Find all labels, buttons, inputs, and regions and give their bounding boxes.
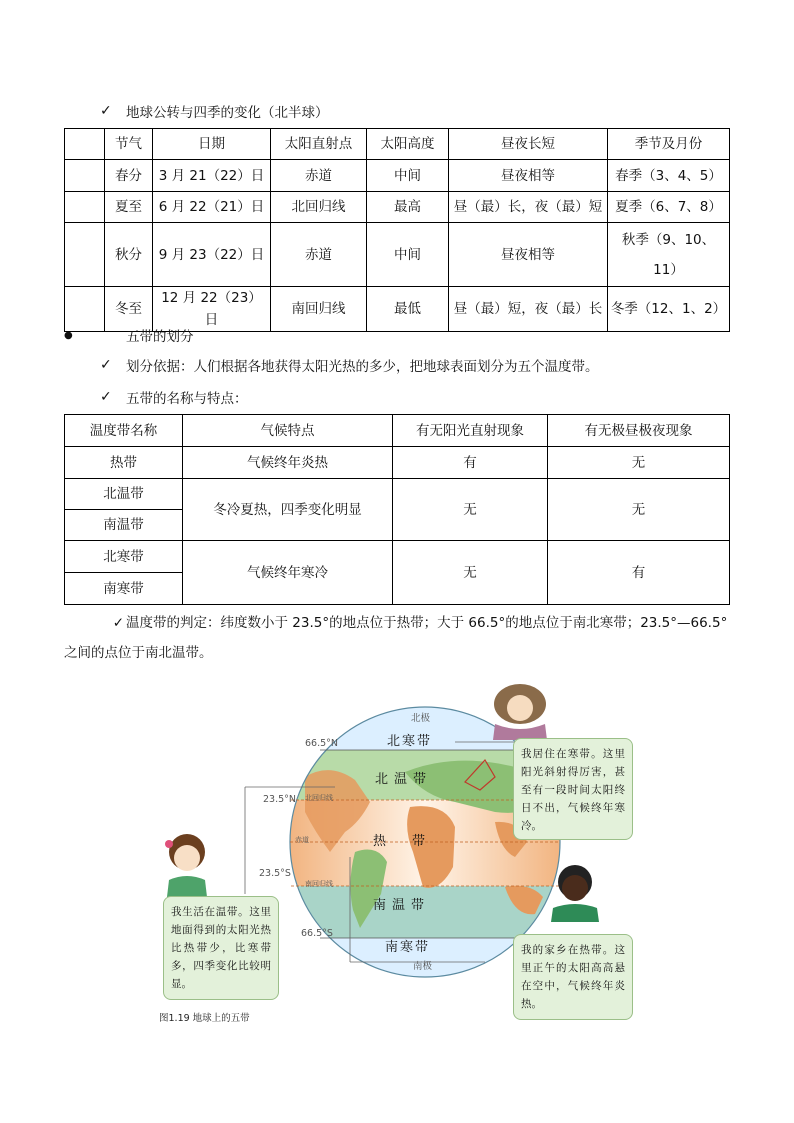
- table-cell: 中间: [367, 223, 449, 287]
- five-zones-figure: [155, 682, 645, 1027]
- table-cell: 赤道: [271, 160, 367, 192]
- lat-235n-label: 23.5°N: [263, 794, 297, 805]
- table-cell: 春分: [105, 160, 153, 192]
- check-icon: ✓: [100, 357, 112, 373]
- direct-sun-cell: 无: [393, 541, 548, 605]
- zone-south-temperate-label: 南温带: [373, 898, 431, 913]
- table-cell: 昼（最）短，夜（最）长: [449, 287, 608, 332]
- table-cell: 夏季（6、7、8）: [608, 192, 730, 223]
- table-cell: 冬至: [105, 287, 153, 332]
- table-cell: [65, 223, 105, 287]
- tropic-cancer-label: 北回归线: [305, 794, 333, 802]
- table-cell: 最低: [367, 287, 449, 332]
- table-row: [65, 541, 730, 573]
- table-cell: 12 月 22（23）日: [153, 287, 271, 332]
- table-header-cell: 昼夜长短: [449, 129, 608, 160]
- south-pole-label: 南极: [413, 961, 433, 972]
- equator-label: 赤道: [295, 836, 309, 844]
- table-header-cell: 有无极昼极夜现象: [548, 415, 730, 447]
- polar-day-cell: 无: [548, 447, 730, 479]
- lat-665s-label: 66.5°S: [301, 928, 333, 939]
- speech-bubble-frigid: 我居住在寒带。这里阳光斜射得厉害，甚至有一段时间太阳终日不出，气候终年寒冷。: [513, 738, 633, 840]
- basis-line: [100, 354, 599, 376]
- tropic-capricorn-label: 南回归线: [305, 880, 333, 888]
- subtitle-text: 五带的名称与特点：: [126, 391, 248, 407]
- child-frigid-icon: [493, 684, 547, 740]
- table-header-cell: 温度带名称: [65, 415, 183, 447]
- zone-tropic-label: 热带: [373, 834, 452, 849]
- table-row: [65, 447, 730, 479]
- table-cell: 秋季（9、10、11）: [608, 223, 730, 287]
- section2-heading: [64, 324, 194, 346]
- basis-text: 划分依据：人们根据各地获得太阳光热的多少，把地球表面划分为五个温度带。: [126, 359, 599, 375]
- lat-665n-label: 66.5°N: [305, 738, 339, 749]
- subtitle-line: [100, 386, 248, 408]
- table-header-row: [65, 415, 730, 447]
- speech-bubble-temperate: 我生活在温带。这里地面得到的太阳光热比热带少，比寒带多，四季变化比较明显。: [163, 896, 279, 1000]
- zone-name-cell: 南温带: [65, 510, 183, 541]
- direct-sun-cell: 无: [393, 479, 548, 541]
- zone-north-temperate-label: 北温带: [375, 772, 433, 787]
- zone-name-cell: 北温带: [65, 479, 183, 510]
- child-tropic-icon: [551, 865, 599, 922]
- zone-north-frigid-label: 北寒带: [387, 734, 433, 749]
- polar-day-cell: 有: [548, 541, 730, 605]
- table-cell: 6 月 22（21）日: [153, 192, 271, 223]
- check-icon: ✓: [100, 103, 112, 119]
- zones-table: [64, 414, 730, 605]
- zone-south-frigid-label: 南寒带: [385, 940, 431, 955]
- table-header-row: [65, 129, 730, 160]
- climate-cell: 气候终年炎热: [183, 447, 393, 479]
- judgement-text: 温度带的判定：纬度数小于 23.5°的地点位于热带；大于 66.5°的地点位于南北寒带；23.5°—66.5°之间的点位于南北温带。: [64, 615, 728, 661]
- seasons-table: [64, 128, 730, 332]
- table-cell: 9 月 23（22）日: [153, 223, 271, 287]
- table-cell: [65, 160, 105, 192]
- lat-235s-label: 23.5°S: [259, 868, 291, 879]
- table-cell: 昼（最）长，夜（最）短: [449, 192, 608, 223]
- table-header-cell: [65, 129, 105, 160]
- table-cell: 昼夜相等: [449, 160, 608, 192]
- table-cell: 冬季（12、1、2）: [608, 287, 730, 332]
- table-cell: 赤道: [271, 223, 367, 287]
- speech-bubble-tropic: 我的家乡在热带。这里正午的太阳高高悬在空中，气候终年炎热。: [513, 934, 633, 1020]
- zone-name-cell: 热带: [65, 447, 183, 479]
- table-header-cell: 日期: [153, 129, 271, 160]
- check-icon: ✓: [112, 615, 124, 631]
- table-cell: 3 月 21（22）日: [153, 160, 271, 192]
- table-header-cell: 太阳高度: [367, 129, 449, 160]
- table-header-cell: 气候特点: [183, 415, 393, 447]
- table-row: [65, 160, 730, 192]
- table-cell: 秋分: [105, 223, 153, 287]
- table-cell: 最高: [367, 192, 449, 223]
- table-header-cell: 季节及月份: [608, 129, 730, 160]
- table-row: [65, 479, 730, 510]
- table-cell: 南回归线: [271, 287, 367, 332]
- table-header-cell: 节气: [105, 129, 153, 160]
- table-header-cell: 有无阳光直射现象: [393, 415, 548, 447]
- direct-sun-cell: 有: [393, 447, 548, 479]
- table-cell: 昼夜相等: [449, 223, 608, 287]
- table-cell: 夏至: [105, 192, 153, 223]
- polar-day-cell: 无: [548, 479, 730, 541]
- table-cell: 北回归线: [271, 192, 367, 223]
- table-row: [65, 223, 730, 287]
- figure-caption: 图1.19 地球上的五带: [159, 1013, 250, 1024]
- table-header-cell: 太阳直射点: [271, 129, 367, 160]
- zone-name-cell: 北寒带: [65, 541, 183, 573]
- section1-heading: [100, 100, 329, 122]
- zone-name-cell: 南寒带: [65, 573, 183, 605]
- north-pole-label: 北极: [411, 713, 431, 724]
- table-cell: 中间: [367, 160, 449, 192]
- table-row: [65, 192, 730, 223]
- check-icon: ✓: [100, 389, 112, 405]
- section1-title: 地球公转与四季的变化（北半球）: [126, 105, 329, 121]
- table-cell: [65, 192, 105, 223]
- climate-cell: 气候终年寒冷: [183, 541, 393, 605]
- table-cell: 春季（3、4、5）: [608, 160, 730, 192]
- judgement-paragraph: [64, 608, 732, 668]
- climate-cell: 冬冷夏热，四季变化明显: [183, 479, 393, 541]
- bullet-icon: ●: [64, 329, 73, 341]
- section2-title: 五带的划分: [126, 329, 194, 345]
- child-temperate-icon: [165, 834, 207, 897]
